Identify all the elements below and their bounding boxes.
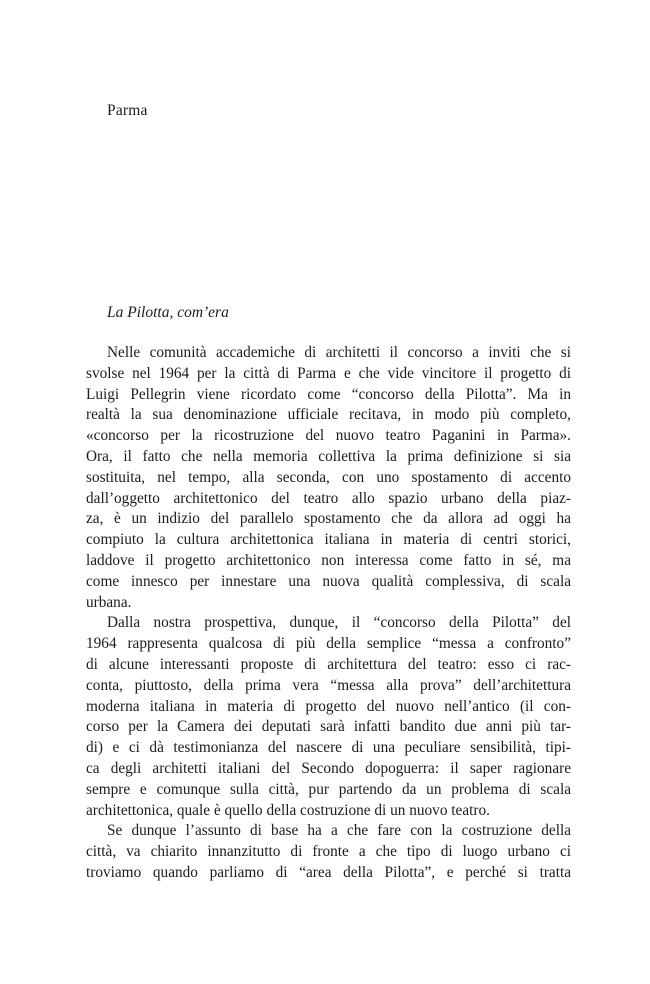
text-line: troviamo quando parliamo di “area della Pilotta”, e perché si tratta <box>86 863 571 881</box>
text-line: di) e ci dà testimonianza del nascere di una peculiare sensibilità, tipi- <box>86 739 571 757</box>
text-line: ca degli architetti italiani del Secondo dopoguerra: il saper ragionare <box>86 759 571 777</box>
text-line: Se dunque l’assunto di base ha a che fare con la costruzione della <box>107 822 571 840</box>
text-line: «concorso per la ricostruzione del nuovo teatro Paganini in Parma». <box>86 427 571 445</box>
paragraph-2 <box>86 613 571 821</box>
text-line: Dalla nostra prospettiva, dunque, il “concorso della Pilotta” del <box>107 614 571 632</box>
text-line: moderna italiana in materia di progetto del nuovo nell’antico (il con- <box>86 697 571 715</box>
body-text <box>86 343 571 884</box>
text-line: dall’oggetto architettonico del teatro allo spazio urbano della piaz- <box>86 489 571 507</box>
text-line: laddove il progetto architettonico non interessa come fatto in sé, ma <box>86 551 571 569</box>
text-line: 1964 rappresenta qualcosa di più della semplice “messa a confronto” <box>86 635 571 653</box>
text-line: sempre e comunque sulla città, pur partendo da un problema di scala <box>86 780 571 798</box>
text-line: za, è un indizio del parallelo spostamento che da allora ad oggi ha <box>86 510 571 528</box>
text-line: architettonica, quale è quello della costruzione di un nuovo teatro. <box>86 801 490 819</box>
text-line: Luigi Pellegrin viene ricordato come “concorso della Pilotta”. Ma in <box>86 385 571 403</box>
text-line: Ora, il fatto che nella memoria collettiva la prima definizione si sia <box>86 447 571 465</box>
paragraph-1 <box>86 343 571 613</box>
text-line: città, va chiarito innanzitutto di fronte a che tipo di luogo urbano ci <box>86 843 571 861</box>
text-line: come innesco per innestare una nuova qualità complessiva, di scala <box>86 572 571 590</box>
text-line: di alcune interessanti proposte di architettura del teatro: esso ci rac- <box>86 655 571 673</box>
text-line: conta, piuttosto, della prima vera “messa alla prova” dell’architettura <box>86 676 571 694</box>
text-line: corso per la Camera dei deputati sarà infatti bandito due anni più tar- <box>86 718 571 736</box>
text-line: realtà la sua denominazione ufficiale recitava, in modo più completo, <box>86 406 571 424</box>
paragraph-3 <box>86 821 571 883</box>
text-line: svolse nel 1964 per la città di Parma e che vide vincitore il progetto di <box>86 364 571 382</box>
text-line: Nelle comunità accademiche di architetti il concorso a inviti che si <box>107 344 571 361</box>
running-head: Parma <box>107 102 148 119</box>
chapter-title: La Pilotta, com’era <box>107 304 229 321</box>
text-line: sostituita, nel tempo, alla seconda, con uno spostamento di accento <box>86 468 571 486</box>
text-line: compiuto la cultura architettonica italiana in materia di centri storici, <box>86 531 571 549</box>
text-line: urbana. <box>86 593 132 611</box>
